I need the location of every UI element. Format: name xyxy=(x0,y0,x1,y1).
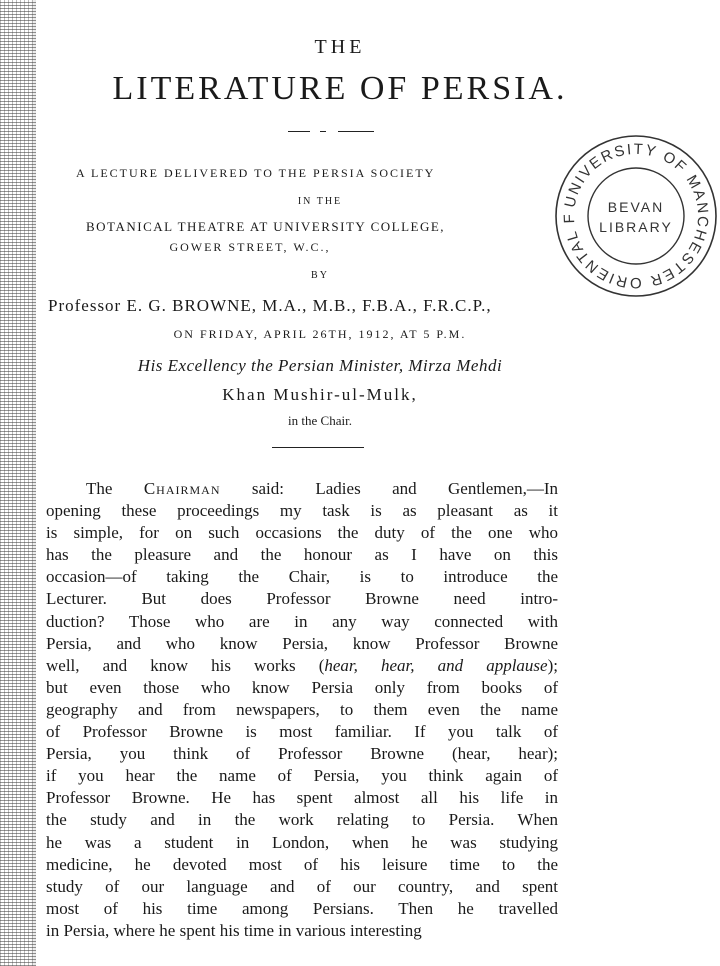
title-the: THE xyxy=(314,36,366,58)
body-line: most of his time among Persians. Then he travelled xyxy=(46,898,558,918)
body-line: well, and know his works (hear, hear, and applause); xyxy=(46,655,558,675)
body-line: Professor Browne. He has spent almost all his life in xyxy=(46,788,558,808)
body-line: is simple, for on such occasions the duty of the one who xyxy=(46,523,558,543)
stamp-center-line-2: LIBRARY xyxy=(599,219,673,235)
lecture-line: A LECTURE DELIVERED TO THE PERSIA SOCIETY xyxy=(76,166,436,180)
chair-line-3: in the Chair. xyxy=(288,413,352,428)
italic-aside: hear, hear, and applause xyxy=(324,655,548,675)
chair-line-2: Khan Mushir-ul-Mulk, xyxy=(222,385,418,404)
body-line: Lecturer. But does Professor Browne need intro- xyxy=(46,589,558,609)
body-line: the study and in the work relating to Persia. When xyxy=(46,810,558,830)
body-line: if you hear the name of Persia, you think again of xyxy=(46,766,558,786)
body-line: in Persia, where he spent his time in various interesting xyxy=(46,920,422,940)
document-page xyxy=(40,0,712,966)
body-line: Persia, you think of Professor Browne (hear, hear); xyxy=(46,744,558,764)
speaker-name-smallcaps: Chairman xyxy=(143,479,221,498)
body-line: geography and from newspapers, to them even the name xyxy=(46,699,558,719)
body-line: Persia, and who know Persia, know Professor Browne xyxy=(46,633,558,653)
page-title: LITERATURE OF PERSIA. xyxy=(112,70,568,107)
body-text xyxy=(46,478,558,942)
scan-edge-shadow xyxy=(0,0,36,966)
body-line: study of our language and of our country, and spent xyxy=(46,876,558,896)
section-divider xyxy=(272,447,364,448)
chair-line-1: His Excellency the Persian Minister, Mirza Mehdi xyxy=(137,356,503,375)
title-ornament-rule xyxy=(288,128,408,136)
by-line: BY xyxy=(311,270,329,281)
stamp-center-line-1: BEVAN xyxy=(607,199,665,215)
date-line: ON FRIDAY, APRIL 26TH, 1912, AT 5 P.M. xyxy=(173,327,467,341)
body-line: duction? Those who are in any way connected with xyxy=(46,611,558,631)
body-line: has the pleasure and the honour as I have on this xyxy=(46,545,558,565)
in-the-line: IN THE xyxy=(297,196,343,207)
body-line: but even those who know Persia only from books of xyxy=(46,677,558,697)
body-line: of Professor Browne is most familiar. If you talk of xyxy=(46,722,558,742)
body-line: occasion—of taking the Chair, is to introduce the xyxy=(46,567,558,587)
body-line: medicine, he devoted most of his leisure time to the xyxy=(46,854,558,874)
address-line: GOWER STREET, W.C., xyxy=(169,240,331,254)
body-line: opening these proceedings my task is as pleasant as it xyxy=(46,501,558,521)
stamp-ring-text: UNIVERSITY OF MANCHESTER ORIENTAL F xyxy=(560,140,712,292)
venue-line: BOTANICAL THEATRE AT UNIVERSITY COLLEGE, xyxy=(86,219,446,234)
library-stamp xyxy=(552,132,720,300)
body-line: he was a student in London, when he was studying xyxy=(46,832,558,852)
speaker-line: Professor E. G. BROWNE, M.A., M.B., F.B.A., F.R.C.P., xyxy=(48,296,492,315)
body-line: The Chairman said: Ladies and Gentlemen,—In xyxy=(86,479,558,498)
